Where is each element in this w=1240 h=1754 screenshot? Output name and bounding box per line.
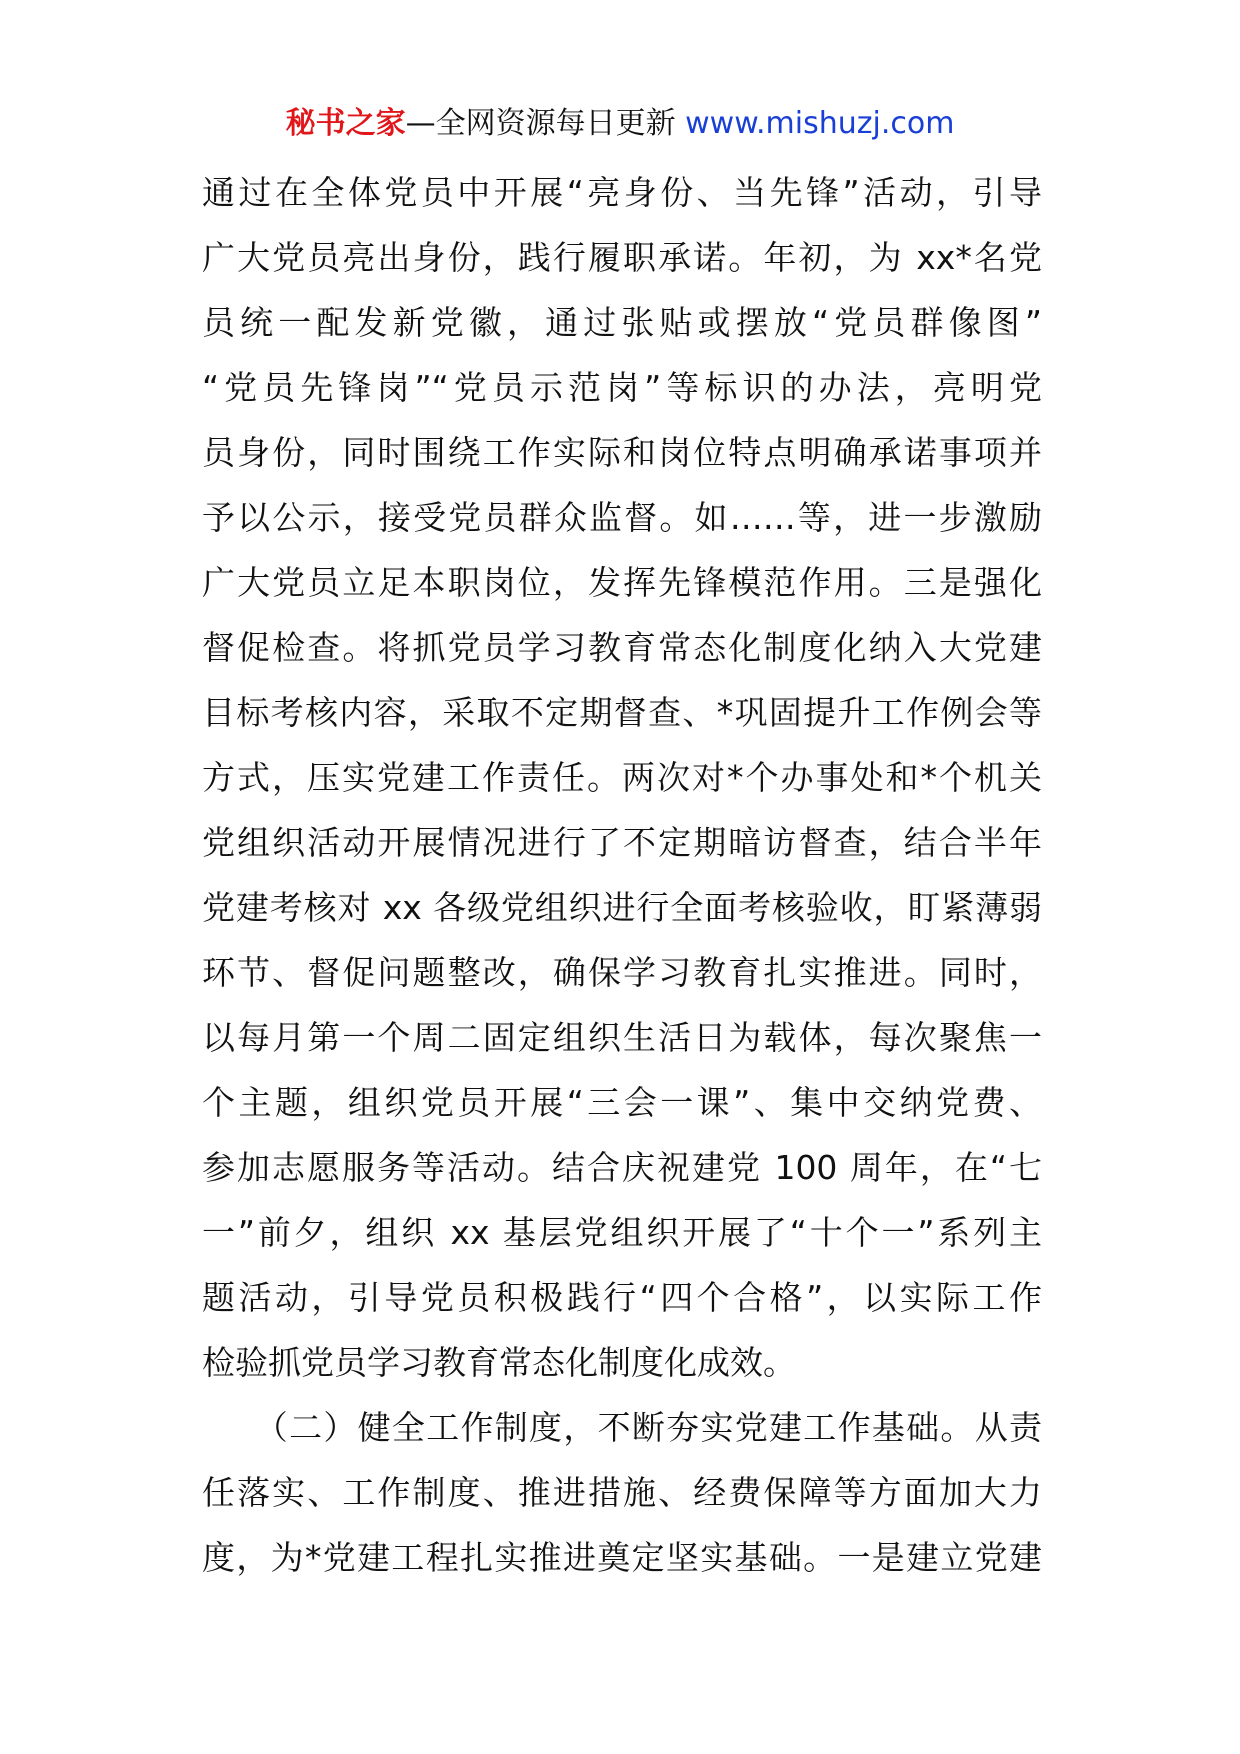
text-line: 任落实、工作制度、推进措施、经费保障等方面加大力 [202, 1473, 1042, 1512]
text-line: 个主题，组织党员开展“三会一课”、集中交纳党费、 [202, 1083, 1042, 1122]
site-brand: 秘书之家 [285, 106, 406, 141]
text-line: 广大党员亮出身份，践行履职承诺。年初，为 xx*名党 [202, 238, 1042, 277]
text-line: 予以公示，接受党员群众监督。如……等，进一步激励 [202, 498, 1042, 537]
text-line: 目标考核内容，采取不定期督查、*巩固提升工作例会等 [202, 693, 1042, 732]
text-line: 参加志愿服务等活动。结合庆祝建党 100 周年，在“七 [202, 1148, 1042, 1187]
text-line: 题活动，引导党员积极践行“四个合格”，以实际工作 [202, 1278, 1042, 1317]
text-line: 环节、督促问题整改，确保学习教育扎实推进。同时， [202, 953, 1042, 992]
text-line: 广大党员立足本职岗位，发挥先锋模范作用。三是强化 [202, 563, 1042, 602]
text-line: 检验抓党员学习教育常态化制度化成效。 [202, 1343, 796, 1382]
paragraph-2 [202, 1395, 1042, 1590]
text-line: “党员先锋岗”“党员示范岗”等标识的办法，亮明党 [202, 368, 1042, 407]
text-line: 员统一配发新党徽，通过张贴或摆放“党员群像图” [202, 303, 1042, 342]
text-line: 督促检查。将抓党员学习教育常态化制度化纳入大党建 [202, 628, 1042, 667]
text-line: 方式，压实党建工作责任。两次对*个办事处和*个机关 [202, 758, 1042, 797]
text-line: 党建考核对 xx 各级党组织进行全面考核验收，盯紧薄弱 [202, 888, 1042, 927]
text-line: 通过在全体党员中开展“亮身份、当先锋”活动，引导 [202, 173, 1042, 212]
text-line: 度，为*党建工程扎实推进奠定坚实基础。一是建立党建 [202, 1538, 1042, 1577]
paragraph-1 [202, 160, 1042, 1395]
text-line: 党组织活动开展情况进行了不定期暗访督查，结合半年 [202, 823, 1042, 862]
document-body [202, 160, 1042, 1590]
site-tagline: —全网资源每日更新 [405, 106, 686, 141]
text-line: （二）健全工作制度，不断夯实党建工作基础。从责 [254, 1408, 1042, 1447]
text-line: 以每月第一个周二固定组织生活日为载体，每次聚焦一 [202, 1018, 1042, 1057]
text-line: 员身份，同时围绕工作实际和岗位特点明确承诺事项并 [202, 433, 1042, 472]
site-header [0, 102, 1240, 146]
text-line: 一”前夕，组织 xx 基层党组织开展了“十个一”系列主 [202, 1213, 1042, 1252]
site-url-link[interactable]: www.mishuzj.com [685, 106, 955, 141]
